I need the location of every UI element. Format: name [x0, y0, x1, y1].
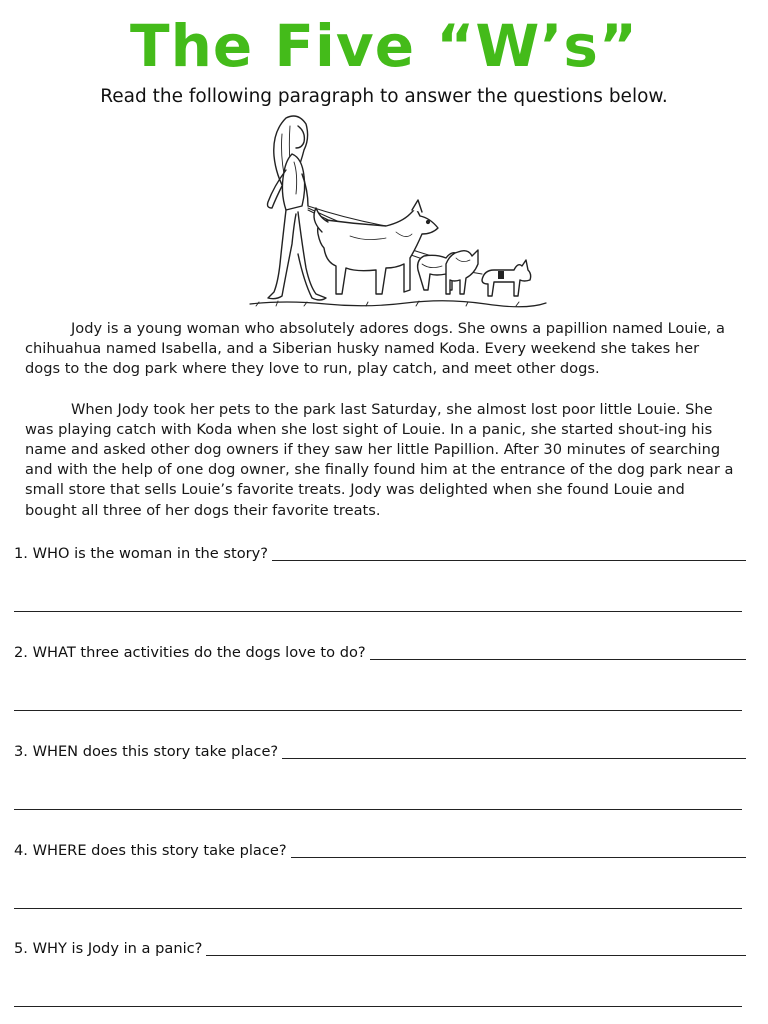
question-text: 1. WHO is the woman in the story? [14, 545, 269, 562]
question-text: 2. WHAT three activities do the dogs love to do? [14, 644, 366, 661]
story-paragraph: Jody is a young woman who absolutely adores dogs. She owns a papillion named Louie, a chihuahua named Isabella, and a Siberian husky named Koda. Every weekend she takes her dogs to the dog park where they love to run, play catch, and meet other dogs. [25, 320, 725, 378]
story-text [25, 319, 737, 541]
question-when [14, 741, 746, 763]
question-text: 3. WHEN does this story take place? [14, 743, 279, 760]
answer-line[interactable] [14, 710, 742, 711]
question-what [14, 642, 746, 664]
answer-line[interactable] [14, 908, 742, 909]
answer-line[interactable] [282, 758, 746, 759]
story-paragraph: When Jody took her pets to the park last Saturday, she almost lost poor little Louie. She was playing catch with Koda when she lost sight of Louie. In a panic, she started shout-ing his name and asked other dog owners if they saw her little Papillion. After 30 minutes of searching and with the help of one dog owner, she finally found him at the entrance of the dog park near a small store that sells Louie’s favorite treats. Jody was delighted when she found Louie and bought all three of her dogs their favorite treats. [25, 400, 734, 519]
answer-line[interactable] [206, 955, 746, 956]
instructions: Read the following paragraph to answer the questions below. [100, 86, 668, 107]
answer-line[interactable] [272, 560, 746, 561]
woman-walking-dogs-illustration [246, 114, 552, 314]
question-why [14, 938, 746, 960]
question-text: 5. WHY is Jody in a panic? [14, 940, 203, 957]
answer-line[interactable] [291, 857, 746, 858]
answer-line[interactable] [14, 809, 742, 810]
answer-line[interactable] [14, 611, 742, 612]
question-who [14, 543, 746, 565]
answer-line[interactable] [370, 659, 746, 660]
answer-line[interactable] [14, 1006, 742, 1007]
question-where [14, 840, 746, 862]
page-title: The Five “W’s” [130, 12, 638, 80]
question-text: 4. WHERE does this story take place? [14, 842, 287, 859]
